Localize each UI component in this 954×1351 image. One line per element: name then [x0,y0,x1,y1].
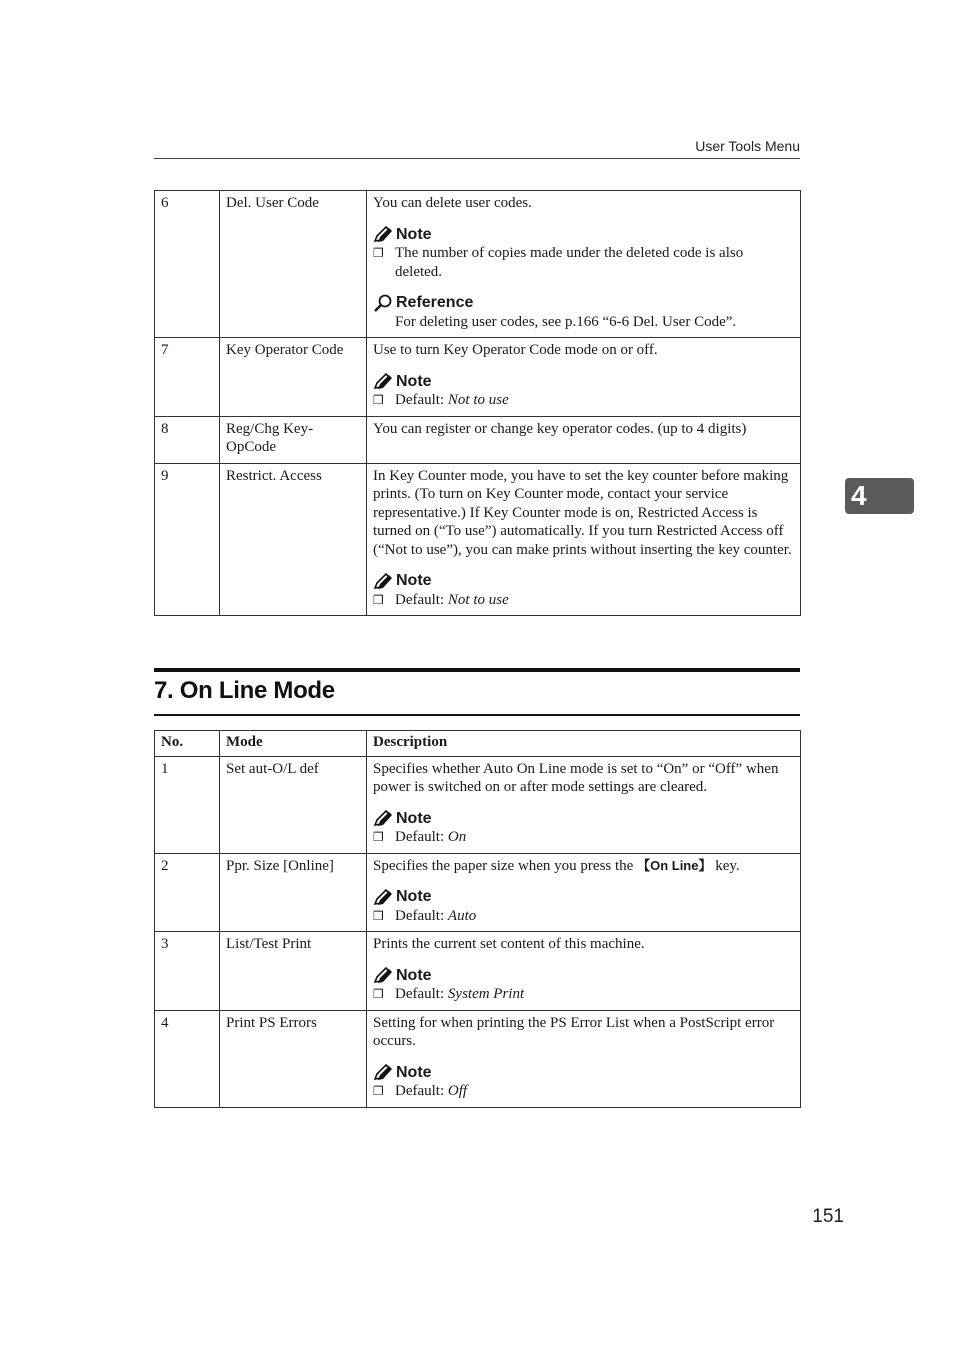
column-header-description: Description [367,731,801,757]
pencil-icon [373,373,393,390]
checkbox-bullet-icon: ❒ [373,592,384,607]
row-number: 9 [155,463,220,616]
table-row [155,416,801,463]
row-number: 6 [155,191,220,338]
note-item: ❒ Default: Not to use [373,591,509,608]
note-item: ❒ Default: Off [373,1083,468,1099]
mode-name: Print PS Errors [220,1010,367,1107]
note-heading: Note [373,1064,794,1083]
note-item: ❒ Default: System Print [373,986,525,1002]
setting-description [367,191,801,338]
table-row [155,191,801,338]
row-number: 8 [155,416,220,463]
checkbox-bullet-icon: ❒ [373,246,384,260]
description-text: Setting for when printing the PS Error List when a PostScript error occurs. [373,1014,775,1049]
section-rule-bottom [154,714,800,716]
table-header-row [155,731,801,757]
description-text: Specifies whether Auto On Line mode is set to “On” or “Off” when power is switched on or after mode settings are cleared. [373,760,779,795]
on-line-mode-table [154,730,801,1108]
note-item: ❒ Default: Not to use [373,392,509,408]
mode-description [367,756,801,853]
magnifier-icon [373,294,393,312]
page-number: 151 [812,1206,844,1227]
setting-description [367,338,801,417]
pencil-icon [373,810,393,827]
table-row [155,463,801,616]
note-item: ❒ Default: Auto [373,907,477,924]
mode-name: Ppr. Size [Online] [220,853,367,932]
pencil-icon [373,889,393,906]
setting-name: Del. User Code [220,191,367,338]
note-item: ❒ Default: On [373,829,467,845]
checkbox-bullet-icon: ❒ [373,830,384,844]
note-heading: Note [373,810,794,829]
table-row [155,1010,801,1107]
reference-heading: Reference [373,294,794,313]
setting-name: Key Operator Code [220,338,367,417]
note-heading: Note [373,888,794,907]
setting-description [367,416,801,463]
header-rule [154,158,800,159]
row-number: 4 [155,1010,220,1107]
description-text: Specifies the paper size when you press the 【On Line】 key. [373,857,740,874]
description-text: Use to turn Key Operator Code mode on or off. [373,342,658,358]
checkbox-bullet-icon: ❒ [373,908,384,923]
row-number: 3 [155,932,220,1011]
pencil-icon [373,573,393,590]
column-header-no: No. [155,731,220,757]
mode-description [367,932,801,1011]
column-header-mode: Mode [220,731,367,757]
description-text: You can register or change key operator codes. (up to 4 digits) [373,420,747,437]
description-text: In Key Counter mode, you have to set the key counter before making prints. (To turn on Key Counter mode, contact your service representative.) If Key Counter mode is on, Restricted Access is turned on (“To use”) automatically. If you turn Restricted Access off (“Not to use”), you can make prints without inserting the key counter. [373,467,792,558]
user-code-settings-table [154,190,801,616]
setting-name: Restrict. Access [220,463,367,616]
description-text: You can delete user codes. [373,195,532,211]
table-row [155,932,801,1011]
table-row [155,756,801,853]
reference-text: For deleting user codes, see p.166 “6-6 Del. User Code”. [395,313,737,330]
table-row [155,853,801,932]
running-header-title: User Tools Menu [695,138,800,154]
note-heading: Note [373,226,794,245]
checkbox-bullet-icon: ❒ [373,1084,384,1098]
row-number: 1 [155,756,220,853]
section-title: 7. On Line Mode [154,677,335,704]
setting-description [367,463,801,616]
mode-name: Set aut-O/L def [220,756,367,853]
row-number: 2 [155,853,220,932]
section-rule-top [154,668,800,672]
on-line-key-label: 【On Line】 [637,857,712,873]
table-row [155,338,801,417]
setting-name: Reg/Chg Key-OpCode [220,416,367,463]
mode-description [367,853,801,932]
pencil-icon [373,226,393,243]
note-heading: Note [373,572,794,591]
note-heading: Note [373,967,794,986]
checkbox-bullet-icon: ❒ [373,393,384,407]
mode-name: List/Test Print [220,932,367,1011]
row-number: 7 [155,338,220,417]
pencil-icon [373,1064,393,1081]
chapter-tab: 4 [845,478,914,514]
pencil-icon [373,967,393,984]
mode-description [367,1010,801,1107]
description-text: Prints the current set content of this machine. [373,936,645,952]
note-item: ❒ The number of copies made under the deleted code is also deleted. [373,245,744,280]
note-heading: Note [373,373,794,392]
checkbox-bullet-icon: ❒ [373,987,384,1001]
